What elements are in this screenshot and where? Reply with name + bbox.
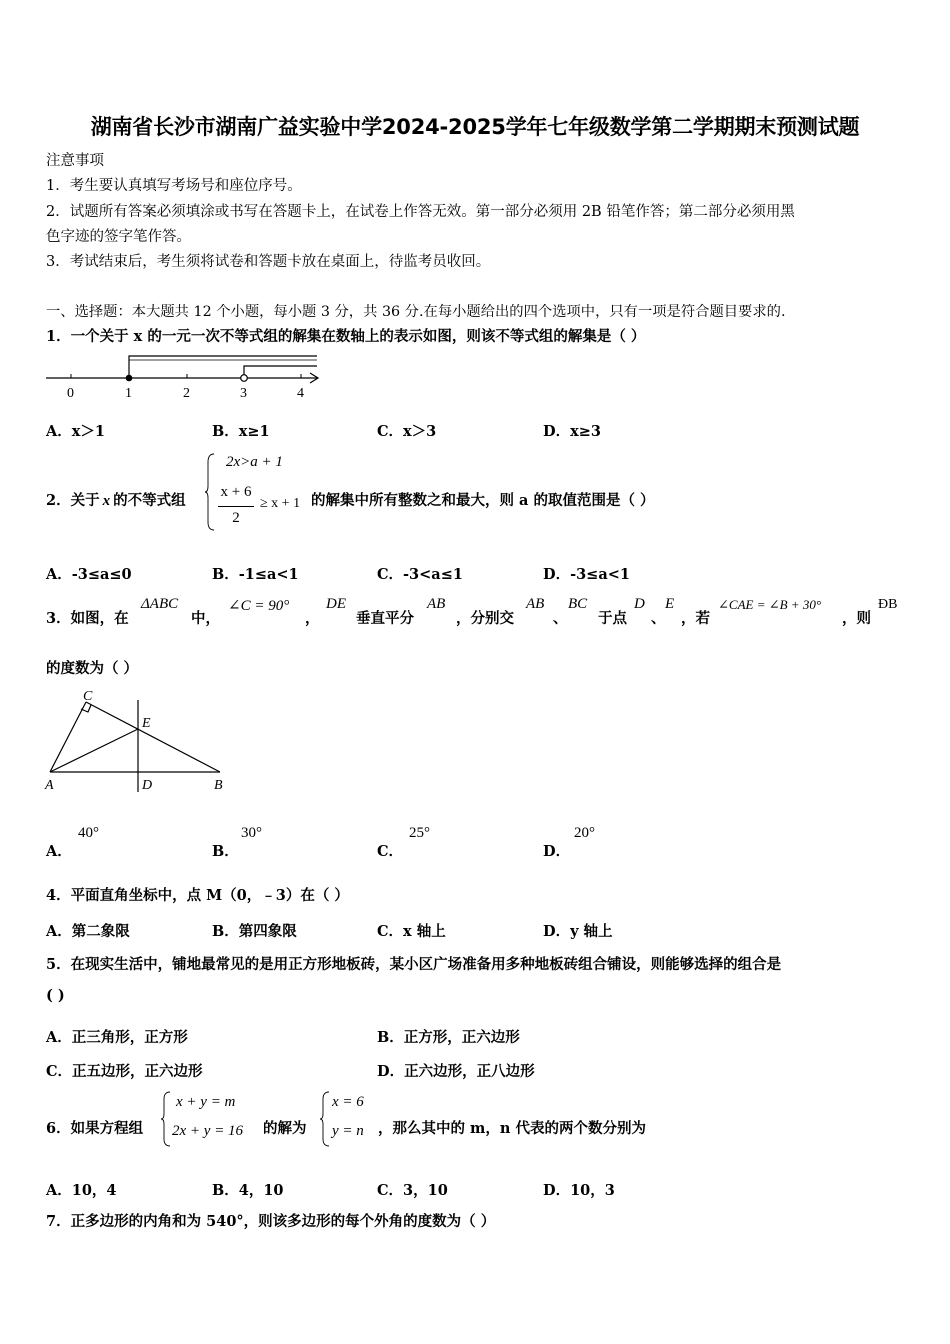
equation-1: x + y = m (176, 1094, 236, 1110)
question-2-prefix: 2．关于 x 的不等式组 (46, 492, 186, 509)
triangle-figure (42, 686, 232, 796)
open-dot (241, 375, 248, 382)
option-b[interactable]: B． (212, 843, 239, 860)
fraction-bar (218, 506, 254, 507)
section-heading: 一、选择题：本大题共 12 个小题，每小题 3 分，共 36 分.在每小题给出的四个选项中，只有一项是符合题目要求的. (46, 304, 786, 320)
question-3-text: 、 (553, 610, 568, 627)
tick-label: 2 (183, 386, 190, 401)
note-item: 3．考试结束后，考生须将试卷和答题卡放在桌面上，待监考员收回。 (46, 254, 491, 270)
vertex-label: A (45, 778, 54, 793)
option-d[interactable]: D．y 轴上 (543, 923, 613, 940)
option-b[interactable]: B．正方形，正六边形 (377, 1029, 520, 1046)
math-de: DE (326, 596, 346, 612)
math-ab: AB (526, 596, 545, 612)
question-2-suffix: 的解集中所有整数之和最大，则 a 的取值范围是（ ） (311, 492, 655, 509)
fraction-denominator: 2 (232, 510, 240, 526)
option-a[interactable]: A．第二象限 (46, 923, 130, 940)
solution-y: y = n (332, 1123, 364, 1139)
number-line-figure (44, 352, 326, 402)
option-a[interactable]: A．正三角形，正方形 (46, 1029, 188, 1046)
question-5-paren: ( ) (46, 987, 65, 1004)
math-angle-b: ÐB (878, 597, 898, 612)
fraction-numerator: x + 6 (220, 484, 252, 500)
option-a[interactable]: A． (46, 843, 72, 860)
question-4-text: 4．平面直角坐标中，点 M（0，﹣3）在（ ） (46, 887, 349, 904)
vertex-label: D (142, 778, 153, 793)
option-b-value: 30° (241, 825, 262, 841)
option-b[interactable]: B．x≥1 (212, 423, 270, 440)
option-d[interactable]: D．x≥3 (543, 423, 601, 440)
option-c[interactable]: C．-3<a≤1 (377, 566, 463, 583)
note-item: 2．试题所有答案必须填涂或书写在答题卡上，在试卷上作答无效。第一部分必须用 2B 铅笔作答；第二部分必须用黑 (46, 204, 795, 220)
math-ab: AB (427, 596, 446, 612)
option-d[interactable]: D．-3≤a<1 (543, 566, 630, 583)
note-item: 色字迹的签字笔作答。 (46, 229, 191, 245)
math-angle-condition: ∠CAE = ∠B + 30° (718, 597, 822, 612)
math-d: D (634, 596, 645, 612)
math-bc: BC (568, 596, 588, 612)
system-brace (204, 452, 216, 532)
option-b[interactable]: B．4，10 (212, 1182, 284, 1199)
closed-dot (126, 375, 133, 382)
option-d[interactable]: D．10，3 (543, 1182, 615, 1199)
option-d[interactable]: D． (543, 843, 571, 860)
note-item: 1．考生要认真填写考场号和座位序号。 (46, 178, 302, 194)
page-title: 湖南省长沙市湖南广益实验中学2024-2025学年七年级数学第二学期期末预测试题 (90, 115, 860, 139)
vertex-label: B (214, 778, 223, 793)
question-3-text: 中， (191, 610, 220, 627)
system-brace (160, 1090, 172, 1148)
tick-label: 3 (240, 386, 247, 401)
option-b[interactable]: B．第四象限 (212, 923, 297, 940)
question-6-prefix: 6．如果方程组 (46, 1120, 144, 1137)
option-c[interactable]: C．正五边形，正六边形 (46, 1063, 203, 1080)
option-d-value: 20° (574, 825, 595, 841)
question-3-text: 垂直平分 (356, 610, 414, 627)
tick-label: 4 (297, 386, 304, 401)
vertex-label: E (142, 716, 151, 731)
math-angle-c: ∠C = 90° (228, 598, 290, 614)
question-3-text: ，分别交 (456, 610, 514, 627)
tick-label: 0 (67, 386, 74, 401)
option-c[interactable]: C．x 轴上 (377, 923, 446, 940)
question-6-suffix: ，那么其中的 m，n 代表的两个数分别为 (378, 1120, 646, 1137)
option-a[interactable]: A．10，4 (46, 1182, 117, 1199)
notes-heading: 注意事项 (46, 153, 104, 169)
math-e: E (665, 596, 675, 612)
option-a[interactable]: A．x＞1 (46, 423, 105, 440)
question-3-text: 于点 (598, 610, 627, 627)
option-c-value: 25° (409, 825, 430, 841)
question-3-text: ，若 (681, 610, 710, 627)
question-3-text: 3．如图，在 (46, 610, 129, 627)
ray-from-3 (244, 366, 317, 378)
question-3-text: ，则 (842, 610, 871, 627)
ray-from-1 (129, 356, 317, 378)
inequality-1: 2x>a + 1 (226, 454, 283, 470)
tick-label: 1 (125, 386, 132, 401)
option-a[interactable]: A．-3≤a≤0 (46, 566, 132, 583)
option-a-value: 40° (78, 825, 99, 841)
option-b[interactable]: B．-1≤a<1 (212, 566, 299, 583)
vertex-label: C (83, 689, 93, 704)
option-d[interactable]: D．正六边形，正八边形 (377, 1063, 535, 1080)
question-3-text: ， (305, 610, 320, 627)
question-6-mid: 的解为 (263, 1120, 307, 1137)
question-5-text: 5．在现实生活中，铺地最常见的是用正方形地板砖，某小区广场准备用多种地板砖组合铺设，则能够选择的组合是 (46, 956, 782, 973)
solution-brace (319, 1090, 331, 1148)
question-3-text: 、 (651, 610, 666, 627)
question-3-line2: 的度数为（ ） (46, 660, 139, 677)
inequality-2-rhs: ≥ x + 1 (260, 496, 301, 511)
option-c[interactable]: C． (377, 843, 404, 860)
question-1-text: 1．一个关于 x 的一元一次不等式组的解集在数轴上的表示如图，则该不等式组的解集是（ ） (46, 328, 646, 345)
option-c[interactable]: C．x＞3 (377, 423, 437, 440)
equation-2: 2x + y = 16 (172, 1123, 244, 1139)
question-7-text: 7．正多边形的内角和为 540°，则该多边形的每个外角的度数为（ ） (46, 1213, 496, 1230)
option-c[interactable]: C．3，10 (377, 1182, 448, 1199)
math-triangle: ΔABC (141, 596, 179, 612)
solution-x: x = 6 (332, 1094, 364, 1110)
